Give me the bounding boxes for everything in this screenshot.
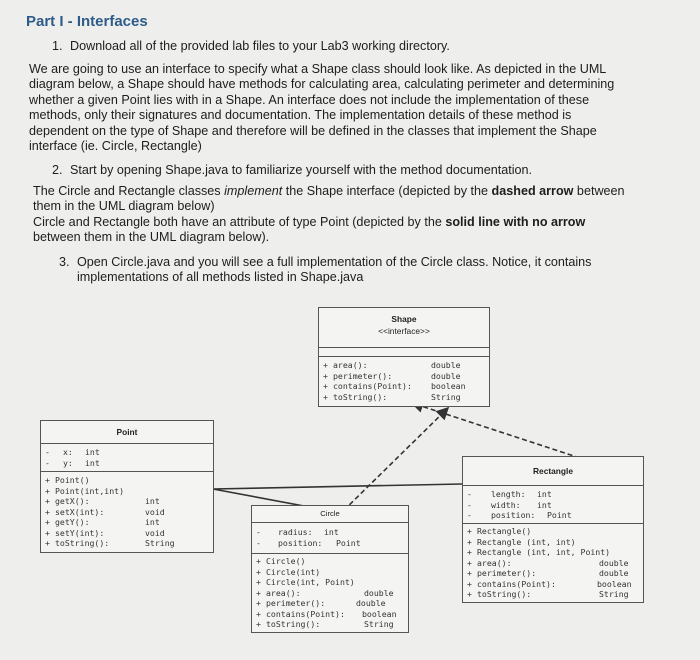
shape-fields-section [319,348,489,357]
text-bold: dashed arrow [491,184,574,198]
member-name: contains(Point): [477,578,556,589]
uml-member-row [41,447,213,458]
paragraph-2-line-2: them in the UML diagram below) [33,199,215,214]
uml-member-row [41,458,213,469]
member-type: void [145,506,165,517]
paragraph-1-line: dependent on the type of Shape and therefore will be defined in the classes that implement the Shape [29,123,597,138]
paragraph-2-line-4: between them in the UML diagram below). [33,230,270,245]
member-type: int [85,457,100,468]
member-visibility: + [467,568,472,578]
uml-member-row [252,538,408,549]
section-title: Part I - Interfaces [26,13,148,30]
paragraph-1-line: interface (ie. Circle, Rectangle) [29,139,202,154]
member-name: Rectangle (int, int, Point) [477,547,611,557]
uml-member-row [41,538,213,549]
uml-member-row [463,500,643,511]
member-name: setY(int): [55,527,105,538]
member-type: int [145,496,160,506]
member-type: int [537,489,552,499]
member-visibility: - [256,527,261,537]
member-name: toString(): [266,619,321,629]
paragraph-1-line: methods, only their signatures and documentation. The implementation details of these method is [29,108,572,123]
uml-member-row [463,568,643,579]
member-name: contains(Point): [333,381,412,391]
rectangle-point-association [213,484,462,489]
shape-class-name: Shape [391,314,417,324]
member-name: Circle(int, Point) [266,577,355,587]
member-name: area(): [333,360,368,370]
uml-member-row [463,579,643,590]
member-visibility: - [467,499,472,510]
uml-shape-interface [318,307,490,407]
member-name: width: [491,499,521,510]
paragraph-1-line: whether a given Point lies with in a Shape. An interface does not include the implementation of these [29,92,590,107]
uml-member-row [252,609,408,620]
uml-point-class [40,420,214,553]
member-visibility: + [323,391,328,402]
member-visibility: + [256,619,261,629]
member-type: double [364,587,394,598]
circle-fields-section [252,523,408,554]
member-name: area(): [477,557,512,568]
member-visibility: - [256,537,261,548]
uml-member-row [463,589,643,600]
uml-member-row [41,475,213,486]
member-visibility: + [45,538,50,548]
uml-member-row [41,486,213,497]
point-fields-section [41,444,213,472]
point-class-name: Point [41,421,213,444]
member-visibility: - [467,510,472,520]
member-name: Point() [55,475,90,485]
step-1-text: Download all of the provided lab files to your Lab3 working directory. [70,39,450,53]
member-name: Rectangle (int, int) [477,536,576,547]
member-visibility: + [45,527,50,538]
member-name: toString(): [333,391,388,402]
member-visibility: + [45,517,50,527]
uml-member-row [252,588,408,599]
member-name: getY(): [55,517,90,527]
member-name: radius: [278,527,313,537]
member-visibility: + [467,557,472,568]
member-type: int [324,527,339,537]
member-type: String [431,391,461,402]
uml-member-row [463,489,643,500]
member-visibility: + [45,475,50,485]
member-name: perimeter(): [333,370,393,381]
member-visibility: + [467,536,472,547]
step-2-text: Start by opening Shape.java to familiarize yourself with the method documentation. [70,163,533,177]
member-visibility: + [256,577,261,587]
text-run: the Shape interface (depicted by the [282,184,492,198]
member-visibility: + [256,598,261,608]
member-type: String [599,589,629,599]
member-name: position: [278,537,323,548]
member-name: setX(int): [55,506,105,517]
member-name: perimeter(): [266,598,326,608]
member-type: int [145,517,160,527]
member-name: length: [491,489,526,499]
uml-member-row [463,510,643,521]
member-name: toString(): [55,538,110,548]
member-visibility: + [45,496,50,506]
member-name: Circle() [266,556,306,566]
uml-member-row [41,507,213,518]
member-visibility: + [256,556,261,566]
member-type: boolean [597,578,632,589]
circle-implements-shape-arrow [338,408,448,516]
member-name: getX(): [55,496,90,506]
member-visibility: + [45,485,50,496]
member-visibility: + [467,589,472,599]
circle-methods-section [252,554,408,632]
member-visibility: + [323,360,328,370]
rectangle-implements-shape-arrow [412,403,580,458]
text-italic: implement [224,184,283,198]
uml-member-row [252,577,408,588]
member-type: double [356,598,386,608]
step-2-number: 2. [52,163,63,177]
uml-member-row [463,547,643,558]
member-name: Circle(int) [266,566,321,577]
member-type: double [599,557,629,568]
uml-member-row [252,598,408,609]
uml-member-row [252,567,408,578]
uml-member-row [319,371,489,382]
member-name: toString(): [477,589,532,599]
uml-member-row [463,537,643,548]
member-visibility: + [323,370,328,381]
member-type: Point [336,537,361,548]
member-name: area(): [266,587,301,598]
point-methods-section [41,472,213,552]
member-name: Point(int,int) [55,485,125,496]
member-visibility: + [256,566,261,577]
member-visibility: + [467,547,472,557]
uml-member-row [463,526,643,537]
rectangle-fields-section [463,486,643,524]
paragraph-1-line: diagram below, a Shape should have methods for calculating area, calculating perimeter and determining [29,77,615,92]
rectangle-methods-section [463,524,643,602]
shape-stereotype: <<interface>> [378,326,430,336]
member-visibility: + [45,506,50,517]
member-type: double [431,360,461,370]
shape-header [319,308,489,348]
uml-rectangle-class [462,456,644,603]
text-run: Open Circle.java and you will see a full implementation of the Circle class. Notice, it contains [77,255,592,269]
member-visibility: + [256,608,261,619]
uml-member-row [41,528,213,539]
text-run: The Circle and Rectangle classes [33,184,225,198]
member-visibility: + [467,526,472,536]
member-visibility: - [467,489,472,499]
member-type: Point [547,510,572,520]
member-type: int [85,447,100,457]
uml-member-row [463,558,643,569]
member-visibility: - [45,447,50,457]
step-3-number: 3. [59,255,70,269]
step-3-line-2: implementations of all methods listed in Shape.java [77,270,364,285]
member-name: contains(Point): [266,608,345,619]
uml-member-row [41,517,213,528]
member-type: boolean [431,381,466,391]
member-name: position: [491,510,536,520]
shape-methods-section [319,357,489,406]
member-type: double [431,370,461,381]
uml-member-row [319,392,489,403]
uml-member-row [252,619,408,630]
text-bold: solid line with no arrow [445,214,586,229]
member-type: String [364,619,394,629]
rectangle-class-name: Rectangle [463,457,643,486]
text-run: between [573,184,625,198]
uml-member-row [252,527,408,538]
circle-class-name: Circle [252,506,408,523]
uml-member-row [41,496,213,507]
member-name: perimeter(): [477,568,537,578]
member-type: void [145,527,165,538]
member-visibility: + [323,381,328,391]
member-visibility: + [256,587,261,598]
step-1-number: 1. [52,39,63,53]
member-type: int [537,499,552,510]
text-run: Circle and Rectangle both have an attribute of type Point (depicted by the [33,214,446,229]
member-type: String [145,538,175,548]
uml-member-row [252,556,408,567]
paragraph-1-line: We are going to use an interface to specify what a Shape class should look like. As depicted in the UML [29,62,607,76]
member-visibility: + [467,578,472,589]
uml-member-row [319,360,489,371]
member-type: double [599,568,629,578]
member-name: x: [63,447,73,457]
member-name: y: [63,457,73,468]
member-name: Rectangle() [477,526,532,536]
member-visibility: - [45,457,50,468]
member-type: boolean [362,608,397,619]
uml-circle-class [251,505,409,633]
uml-member-row [319,381,489,392]
